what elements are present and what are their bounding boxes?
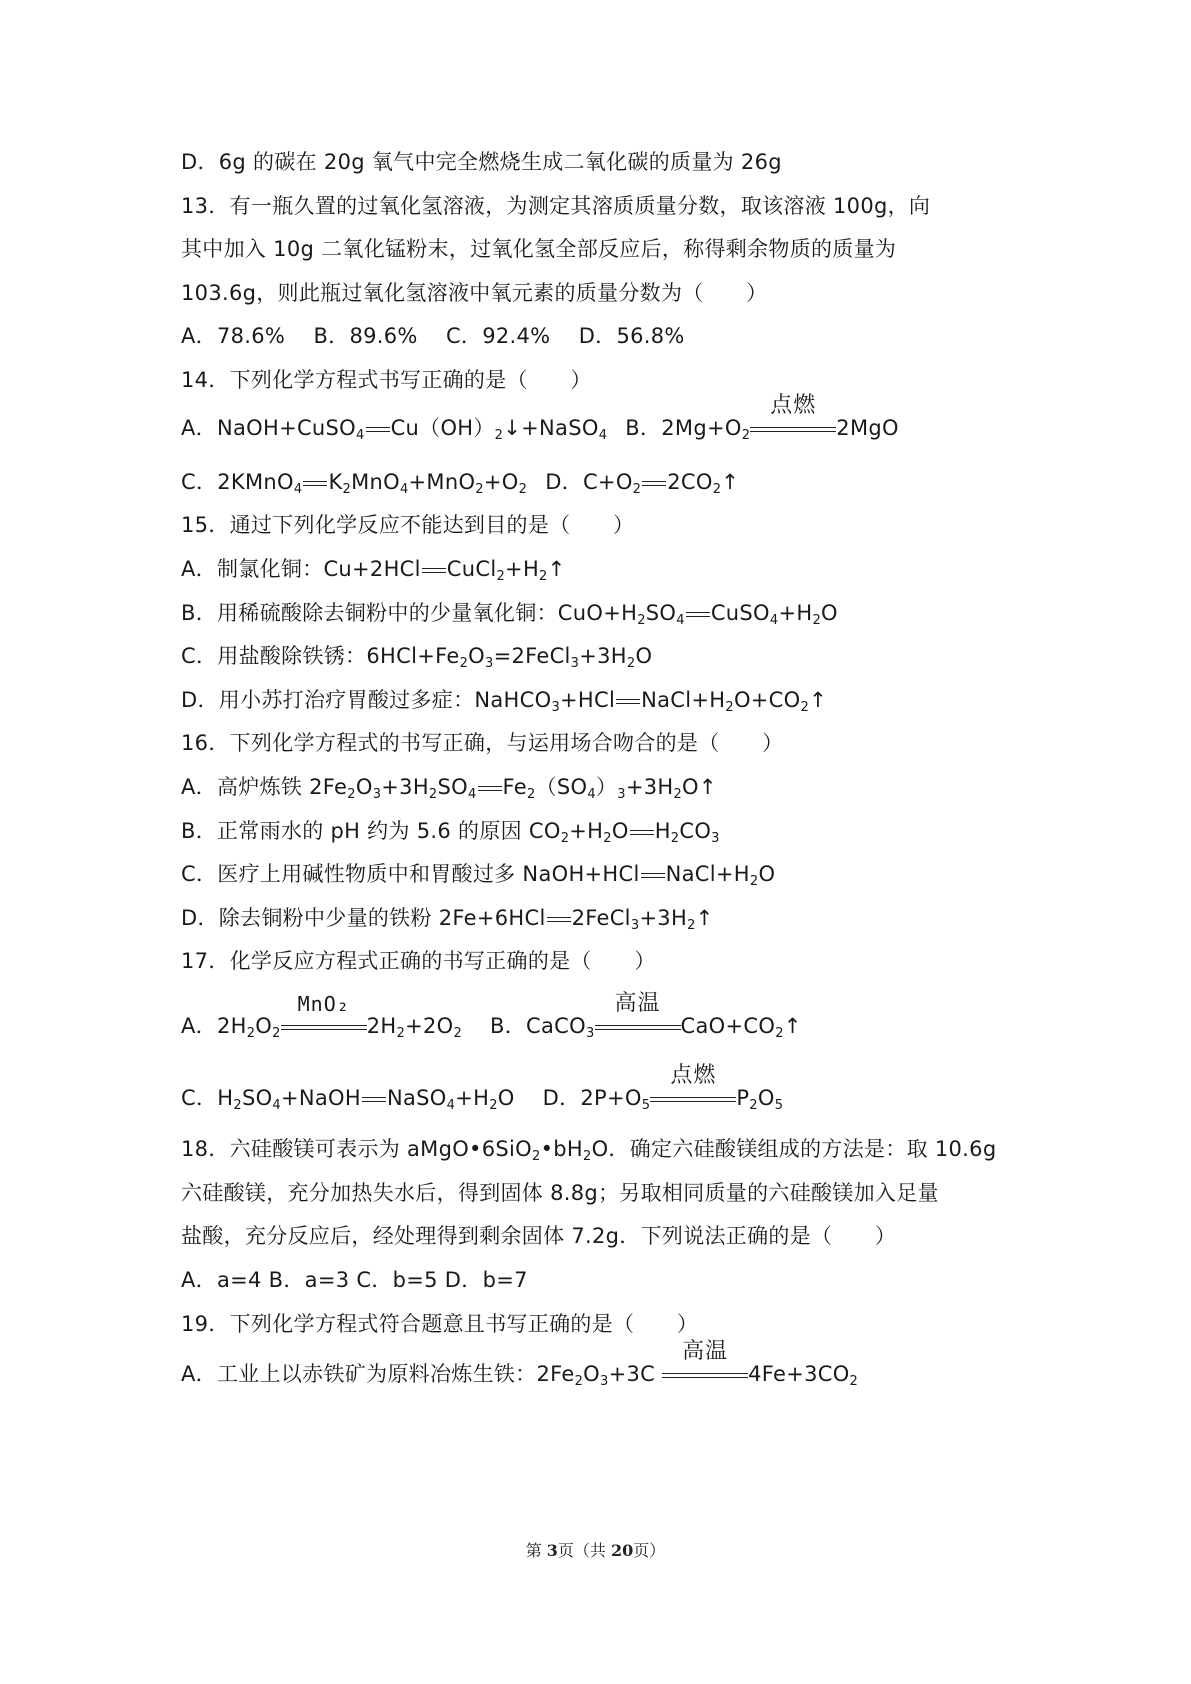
reaction-condition: 高温 [595,1011,681,1041]
q13-line-3: 103.6g，则此瓶过氧化氢溶液中氧元素的质量分数为（ ） [181,281,768,305]
q18-options: A．a=4 B．a=3 C．b=5 D．b=7 [181,1268,528,1292]
equals-sign [640,859,666,889]
q17-stem: 17．化学反应方程式正确的书写正确的是（ ） [181,949,656,973]
q19-stem: 19．下列化学方程式符合题意且书写正确的是（ ） [181,1312,699,1336]
q18-line-2: 六硅酸镁，充分加热失水后，得到固体 8.8g；另取相同质量的六硅酸镁加入足量 [181,1181,939,1205]
q12-option-d: D．6g 的碳在 20g 氧气中完全燃烧生成二氧化碳的质量为 26g [181,150,782,174]
q13-line-2: 其中加入 10g 二氧化锰粉末，过氧化氢全部反应后，称得剩余物质的质量为 [181,237,897,261]
q13-line-1: 13．有一瓶久置的过氧化氢溶液，为测定其溶质质量分数，取该溶液 100g，向 [181,194,931,218]
page-footer: 第 3页（共 20页） [525,1541,666,1560]
reaction-condition: 高温 [662,1359,748,1389]
q19-option-a: A．工业上以赤铁矿为原料冶炼生铁：$2Fe_2O_3+3C$ 高温 $4Fe+3CO_2$ [181,1339,859,1389]
equals-sign [302,467,328,497]
reaction-condition: 点燃 [750,413,836,443]
q17-options-ab: A．$2H_2O_2$ MnO₂ $2H_2+2O_2$ B．CaCO$_3$ 高温 $CaO+CO_2↑$ [181,991,802,1041]
page-number: 3 [546,1541,558,1560]
q16-option-c: C．医疗上用碱性物质中和胃酸过多 NaOH+HCl $NaCl+H_2O$ [181,859,775,889]
equals-sign [615,685,641,715]
q13-options: A．78.6% B．89.6% C．92.4% D．56.8% [181,324,685,348]
q16-option-a: A．高炉炼铁 $2Fe_2O_3+3H_2SO_4$ $Fe_2(SO_4)_3+3H_2O↑$ [181,772,717,802]
q15-option-a: A．制氯化铜：Cu+2HCl $CuCl_2+H_2↑$ [181,554,566,584]
reaction-condition: 点燃 [650,1083,736,1113]
equals-sign [629,816,655,846]
equals-sign [477,772,503,802]
q14-stem: 14．下列化学方程式书写正确的是（ ） [181,368,592,392]
q15-option-c: C．用盐酸除铁锈：$6HCl+Fe_2O_3=2FeCl_3+3H_2O$ [181,644,653,671]
q16-stem: 16．下列化学方程式的书写正确，与运用场合吻合的是（ ） [181,731,784,755]
q15-option-d: D．用小苏打治疗胃酸过多症：NaHCO$_3$+HCl $NaCl+H_2O+CO_2↑$ [181,685,827,715]
equals-sign [546,903,572,933]
reaction-condition: MnO₂ [281,1011,367,1041]
q16-option-d: D．除去铜粉中少量的铁粉 2Fe+6HCl $2FeCl_3+3H_2↑$ [181,903,714,933]
q15-option-b: B．用稀硫酸除去铜粉中的少量氧化铜：$CuO+H_2SO_4$ $CuSO_4+H_2O$ [181,598,838,628]
equals-sign [685,598,711,628]
q15-stem: 15．通过下列化学反应不能达到目的是（ ） [181,513,635,537]
page-total: 20 [611,1541,634,1560]
q16-option-b: B．正常雨水的 pH 约为 5.6 的原因 $CO_2+H_2O$ $H_2CO_3$ [181,816,720,846]
q14-options-cd: C．2KMnO$_4$ $K_2MnO_4+MnO_2+O_2$ D．$C+O_2$ $2CO_2↑$ [181,467,739,497]
equals-sign [361,1083,387,1113]
q18-line-1: 18．六硅酸镁可表示为 $aMgO•6SiO_2•bH_2O$．确定六硅酸镁组成的方法是：取 10.6g [181,1137,997,1164]
q18-line-3: 盐酸，充分反应后，经处理得到剩余固体 7.2g．下列说法正确的是（ ） [181,1224,897,1248]
equals-sign [421,554,447,584]
q17-options-cd: C．$H_2SO_4+NaOH$ $NaSO_4+H_2O$ D．$2P+O_5$ 点燃 $P_2O_5$ [181,1063,784,1113]
equals-sign [365,413,391,443]
equals-sign [641,467,667,497]
q14-options-ab: A．NaOH+CuSO$_4$ $Cu(OH)_2↓+NaSO_4$ B．$2Mg+O_2$ 点燃 2MgO [181,393,899,443]
